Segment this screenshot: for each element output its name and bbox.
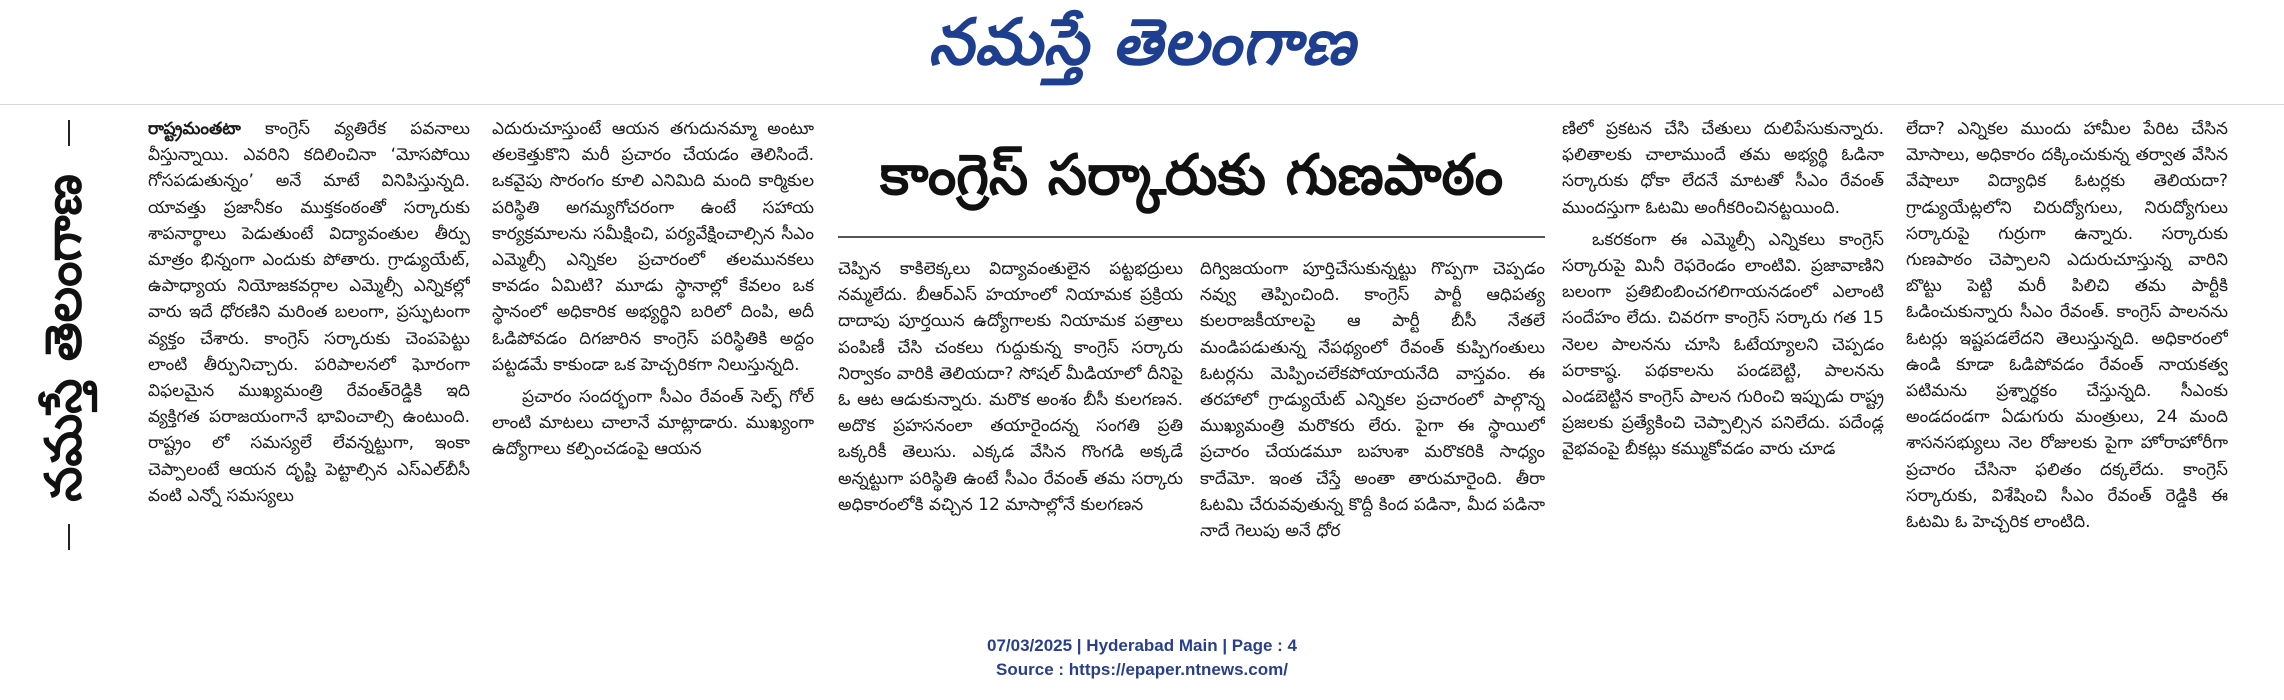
lead-word: రాష్ట్రమంతటా <box>148 119 241 139</box>
page-footer <box>0 634 2284 682</box>
article-column-1 <box>148 116 470 616</box>
column-2-paragraph-2: ప్రచారం సందర్భంగా సీఎం రేవంత్ సెల్ఫ్ గోల్ లాంటి మాటలు చాలానే మాట్లాడారు. ముఖ్యంగా ఉద్యోగాలు కల్పించడంపై ఆయన <box>492 387 814 460</box>
logo-tick-bottom <box>68 524 70 550</box>
footer-source-link[interactable]: Source : https://epaper.ntnews.com/ <box>996 660 1288 679</box>
logo-tick-top <box>68 120 70 146</box>
side-logo-text: నమస్తే తెలంగాణ <box>34 174 93 502</box>
column-5-paragraph-1: ణిలో ప్రకటన చేసి చేతులు దులిపేసుకున్నారు. ఫలితాలకు చాలాముందే తమ అభ్యర్థి ఓడినా సర్కారుకు ధోకా లేదనే మాటతో సీఎం రేవంత్ ముందస్తుగా ఓటమి అంగీకరించినట్టయింది. <box>1562 119 1884 218</box>
masthead <box>0 0 2284 100</box>
article-column-2 <box>492 116 814 616</box>
column-5-paragraph-2: ఒకరకంగా ఈ ఎమ్మెల్సీ ఎన్నికలు కాంగ్రెస్ సర్కారుపై మినీ రెఫరెండం లాంటివి. ప్రజావాణిని బలంగా ప్రతిబింబించగలిగాయనడంలో ఎలాంటి సందేహం లేదు. చివరగా కాంగ్రెస్ సర్కారు గత 15 నెలల పాలనను చూసి ఓటేయ్యాలని చెప్పడం పరాకాష్ఠ. పథకాలను పండబెట్టి, పాలనను ఎండబెట్టిన కాంగ్రెస్ పాలన గురించి ఇప్పుడు రాష్ట్ర ప్రజలకు ప్రత్యేకించి చెప్పాల్సిన పనిలేదు. పదేండ్ల వైభవంపై బీకట్లు కమ్ముకోవడం వారు చూడ <box>1562 229 1884 460</box>
editorial-article <box>0 106 2284 624</box>
headline-underline <box>838 236 1545 238</box>
column-1-text: కాంగ్రెస్ వ్యతిరేక పవనాలు వీస్తున్నాయి. ఎవరిని కదిలించినా ‘మోసపోయి గోసపడుతున్నం’ అనే మాటే వినిపిస్తున్నది. యావత్తు ప్రజానీకం ముక్తకంఠంతో సర్కారుకు శాపనార్థాలు పెడుతుంటే విద్యావంతుల తీర్పు మాత్రం భిన్నంగా ఎందుకు పోతారు. గ్రాడ్యుయేట్, ఉపాధ్యాయ నియోజకవర్గాల ఎమ్మెల్సీ ఎన్నికల్లో వారు ఇదే ధోరణిని మరింత బలంగా, ప్రస్ఫుటంగా వ్యక్తం చేశారు. కాంగ్రెస్ సర్కారుకు చెంపపెట్టు లాంటి తీర్పునిచ్చారు. పరిపాలనలో ఘోరంగా విఫలమైన ముఖ్యమంత్రి రేవంత్‌రెడ్డికి ఇది వ్యక్తిగత పరాజయంగానే భావించాల్సి ఉంటుంది. రాష్ట్రం లో సమస్యలే లేవన్నట్టుగా, ఇంకా చెప్పాలంటే ఆయన దృష్టి పెట్టాల్సిన ఎస్‌ఎల్‌బీసీ వంటి ఎన్నో సమస్యలు <box>148 119 470 506</box>
footer-edition-info: 07/03/2025 | Hyderabad Main | Page : 4 <box>987 636 1297 655</box>
masthead-divider <box>0 104 2284 105</box>
article-column-6 <box>1906 116 2228 616</box>
article-headline: కాంగ్రెస్ సర్కారుకు గుణపాఠం <box>879 142 1504 208</box>
side-logo-strip <box>0 106 140 624</box>
masthead-title: నమస్తే తెలంగాణ <box>928 5 1356 80</box>
article-column-4 <box>1200 256 1545 616</box>
column-1-paragraph-1 <box>148 116 470 509</box>
column-6-paragraph-1: లేదా? ఎన్నికల ముందు హామీల పేరిట చేసిన మోసాలు, అధికారం దక్కించుకున్న తర్వాత వేసిన వేషాలూ విద్యాధిక ఓటర్లకు తెలియదా? గ్రాడ్యుయేట్లలోని చిరుద్యోగులు, నిరుద్యోగులు సర్కారుపై గుర్రుగా ఉన్నారు. సర్కారుకు గుణపాఠం చెప్పాలని ఎదురుచూస్తున్న వారిని బొట్టు పెట్టి మరీ పిలిచి తమ పార్టీకి ఓడించుకున్నారు సీఎం రేవంత్. కాంగ్రెస్ పాలనను ఓటర్లు ఇష్టపడలేదని తెలుస్తున్నది. అధికారంలో ఉండి కూడా ఓడిపోవడం రేవంత్ నాయకత్వ పటిమను ప్రశ్నార్థకం చేస్తున్నది. సీఎంకు అండదండగా ఏడుగురు మంత్రులు, 24 మంది శాసనసభ్యులు నెల రోజులకు పైగా హోరాహోరీగా ప్రచారం చేసినా ఫలితం దక్కలేదు. కాంగ్రెస్ సర్కారుకు, విశేషించి సీఎం రేవంత్ రెడ్డికి ఈ ఓటమి ఓ హెచ్చరిక లాంటిది. <box>1906 119 2228 533</box>
article-column-3 <box>838 256 1183 616</box>
column-2-paragraph-1: ఎదురుచూస్తుంటే ఆయన తగుదునమ్మా అంటూ తలకెత్తుకొని మరీ ప్రచారం చేయడం తెలిసిందే. ఒకవైపు సొరంగం కూలి ఎనిమిది మంది కార్మికుల పరిస్థితి అగమ్యగోచరంగా ఉంటే సహాయ కార్యక్రమాలను సమీక్షించి, పర్యవేక్షించాల్సిన సీఎం ఎమ్మెల్సీ ఎన్నికల ప్రచారంలో తలమునకలు కావడం ఏమిటి? మూడు స్థానాల్లో కేవలం ఒక స్థానంలో అధికారిక అభ్యర్థిని బరిలో దింపి, అదీ ఓడిపోవడం దిగజారిన కాంగ్రెస్ పరిస్థితికి అద్దం పట్టడమే కాకుండా ఒక హెచ్చరికగా నిలుస్తున్నది. <box>492 119 814 375</box>
column-3-paragraph-1: చెప్పిన కాకిలెక్కలు విద్యావంతులైన పట్టభద్రులు నమ్మలేదు. బీఆర్‌ఎస్ హయాంలో నియామక ప్రక్రియ దాదాపు పూర్తయిన ఉద్యోగాలకు నియామక పత్రాలు పంపిణీ చేసి చంకలు గుద్దుకున్న కాంగ్రెస్ సర్కారు నిర్వాకం వారికి తెలియదా? సోషల్ మీడియాలో దీనిపై ఓ ఆట ఆడుకున్నారు. మరొక అంశం బీసీ కులగణన. అదొక ప్రహసనంలా తయారైందన్న సంగతి ప్రతి ఒక్కరికీ తెలుసు. ఎక్కడ వేసిన గొంగడి అక్కడే అన్నట్టుగా పరిస్థితి ఉంటే సీఎం రేవంత్ తమ సర్కారు అధికారంలోకి వచ్చిన 12 మాసాల్లోనే కులగణన <box>838 259 1183 515</box>
column-4-paragraph-1: దిగ్విజయంగా పూర్తిచేసుకున్నట్టు గొప్పగా చెప్పడం నవ్వు తెప్పించింది. కాంగ్రెస్ పార్టీ ఆధిపత్య కులరాజకీయాలపై ఆ పార్టీ బీసీ నేతలే మండిపడుతున్న నేపథ్యంలో రేవంత్ కుప్పిగంతులు ఓటర్లను మెప్పించలేకపోయాయనేది వాస్తవం. ఈ తరహాలో గ్రాడ్యుయేట్ ఎన్నికల ప్రచారంలో పాల్గొన్న ముఖ్యమంత్రి మరొకరు లేరు. పైగా ఈ స్థాయిలో ప్రచారం చేయడమూ బహుశా మరొకరికి సాధ్యం కాదేమో. ఇంత చేస్తే అంతా తారుమారైంది. తీరా ఓటమి చేరువవుతున్న కొద్దీ కింద పడినా, మీద పడినా నాదే గెలుపు అనే ధోర <box>1200 259 1545 542</box>
article-column-5 <box>1562 116 1884 616</box>
